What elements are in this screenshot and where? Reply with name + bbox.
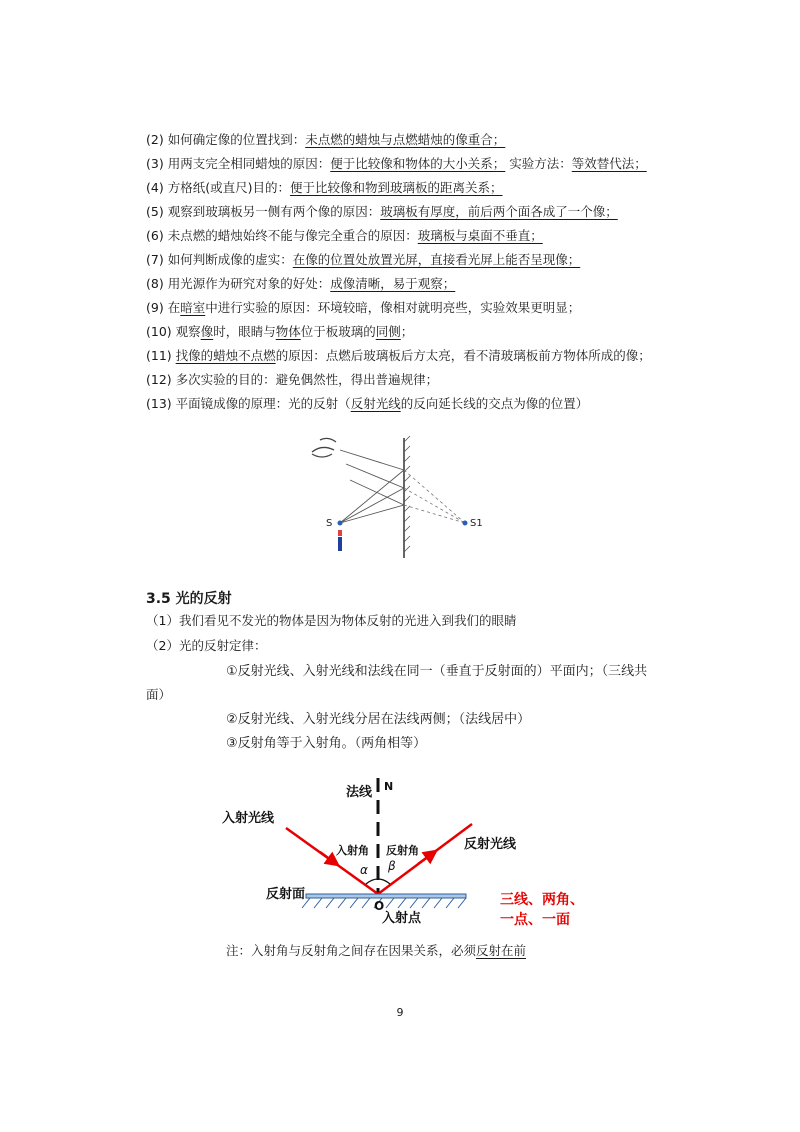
item-3: (3) 用两支完全相同蜡烛的原因：便于比较像和物体的大小关系； 实验方法：等效替代法；: [146, 156, 647, 171]
paragraph-2: （2）光的反射定律：: [146, 638, 267, 653]
law-1: ①反射光线、入射光线和法线在同一（垂直于反射面的）平面内；（三线共: [226, 664, 648, 679]
s-label: S: [326, 518, 333, 529]
item-13: (13) 平面镜成像的原理：光的反射（反射光线的反向延长线的交点为像的位置）: [146, 396, 589, 411]
reflected-angle-label: 反射角: [386, 844, 419, 857]
beta-label: β: [388, 859, 396, 873]
candle-body: [338, 537, 342, 551]
law-3: ③反射角等于入射角。（两角相等）: [226, 736, 427, 751]
o-label: O: [374, 899, 385, 913]
candle-marker: [338, 530, 342, 536]
item-11: (11) 找像的蜡烛不点燃的原因：点燃后玻璃板后方太亮，看不清玻璃板前方物体所成的像；: [146, 348, 651, 363]
note: 注：入射角与反射角之间存在因果关系，必须反射在前: [226, 943, 527, 958]
page-number: 9: [396, 1006, 404, 1019]
mirror-imaging-figure: [300, 430, 500, 565]
reflected-ray-label: 反射光线: [464, 837, 517, 852]
item-9: (9) 在暗室中进行实验的原因：环境较暗，像相对就明亮些，实验效果更明显；: [146, 300, 581, 315]
incident-ray-label: 入射光线: [222, 811, 275, 826]
incidence-point-label: 入射点: [382, 911, 422, 926]
normal-label: 法线: [346, 785, 373, 800]
n-label: N: [384, 780, 394, 793]
item-5: (5) 观察到玻璃板另一侧有两个像的原因：玻璃板有厚度，前后两个面各成了一个像；: [146, 204, 618, 219]
s1-label: S1: [470, 518, 483, 529]
item-2: (2) 如何确定像的位置找到：未点燃的蜡烛与点燃蜡烛的像重合；: [146, 132, 506, 147]
mirror-hatching: [404, 436, 410, 552]
law-2: ②反射光线、入射光线分居在法线两侧；（法线居中）: [226, 712, 531, 727]
section-heading: 3.5 光的反射: [146, 591, 232, 607]
item-7: (7) 如何判断成像的虚实：在像的位置处放置光屏，直接看光屏上能否呈现像；: [146, 252, 581, 267]
summary-line-2: 一点、一面: [500, 912, 570, 928]
item-8: (8) 用光源作为研究对象的好处：成像清晰，易于观察；: [146, 276, 456, 291]
reflecting-surface: [306, 894, 466, 898]
reflection-law-figure: [210, 770, 610, 930]
item-4: (4) 方格纸(或直尺)目的：便于比较像和物到玻璃板的距离关系；: [146, 180, 503, 195]
source-point: [338, 521, 343, 526]
incident-angle-label: 入射角: [336, 844, 369, 857]
image-point: [463, 521, 468, 526]
item-10: (10) 观察像时，眼睛与物体位于板玻璃的同侧；: [146, 324, 414, 339]
summary-line-1: 三线、两角、: [500, 892, 584, 908]
incident-rays: [340, 470, 404, 523]
reflected-arrow: [418, 851, 436, 864]
law-1-cont: 面）: [146, 687, 172, 702]
paragraph-1: （1）我们看见不发光的物体是因为物体反射的光进入到我们的眼睛: [146, 613, 517, 628]
virtual-rays: [404, 470, 465, 523]
surface-label: 反射面: [266, 887, 306, 902]
eye-icon: [312, 438, 336, 457]
alpha-label: α: [360, 863, 368, 877]
item-12: (12) 多次实验的目的：避免偶然性，得出普遍规律；: [146, 372, 439, 387]
item-6: (6) 未点燃的蜡烛始终不能与像完全重合的原因：玻璃板与桌面不垂直；: [146, 228, 543, 243]
